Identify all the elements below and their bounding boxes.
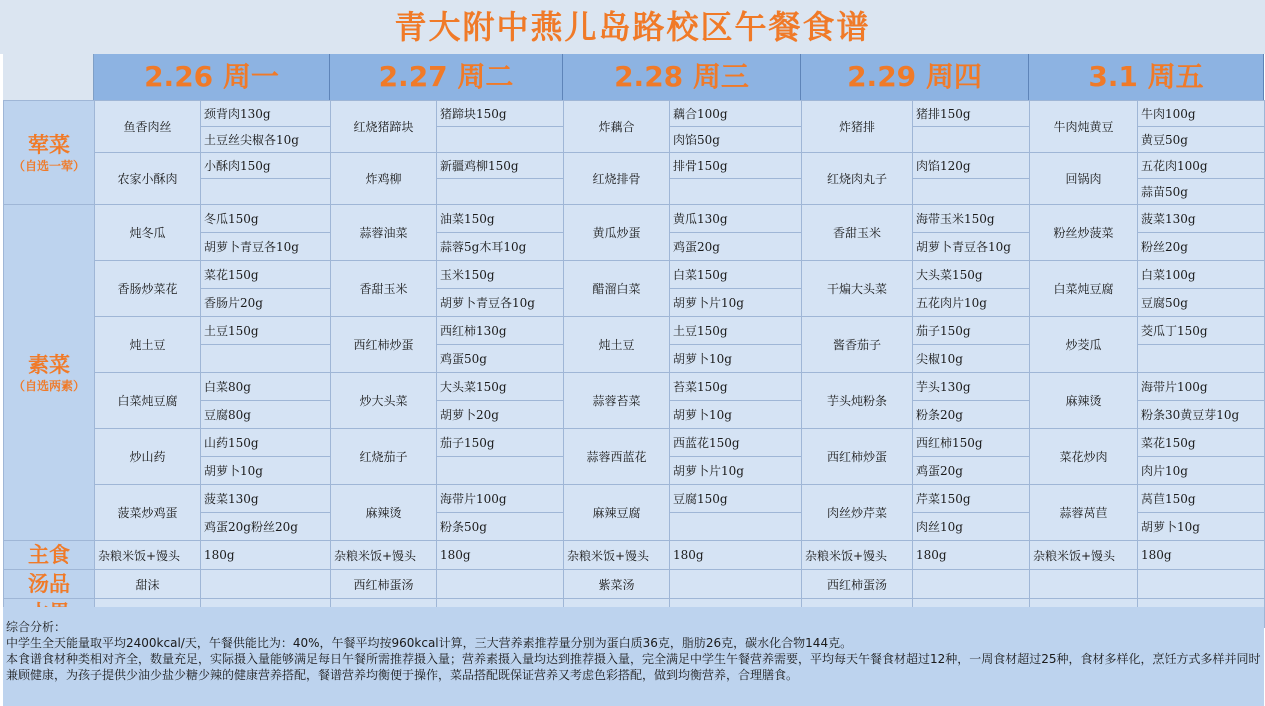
dish-name: 杂粮米饭+馒头 bbox=[564, 541, 670, 570]
table-row bbox=[4, 373, 1265, 401]
dish-name: 甜沫 bbox=[95, 570, 201, 599]
ingredient-line: 茄子150g bbox=[913, 317, 1030, 345]
table-row bbox=[4, 101, 1265, 127]
ingredient-line: 胡萝卜10g bbox=[670, 345, 802, 373]
ingredient-line: 胡萝卜10g bbox=[670, 401, 802, 429]
ingredient-line: 海带玉米150g bbox=[913, 205, 1030, 233]
ingredient-line: 蒜蓉5g木耳10g bbox=[437, 233, 564, 261]
summary-heading: 综合分析： bbox=[6, 620, 67, 634]
dish-name: 蒜蓉莴苣 bbox=[1030, 485, 1138, 541]
ingredient-line bbox=[201, 179, 331, 205]
ingredient-line bbox=[201, 345, 331, 373]
table-row bbox=[4, 485, 1265, 513]
ingredient-line: 大头菜150g bbox=[437, 373, 564, 401]
dish-name: 红烧猪蹄块 bbox=[331, 101, 437, 153]
dish-name: 红烧肉丸子 bbox=[802, 153, 913, 205]
ingredient-line: 藕合100g bbox=[670, 101, 802, 127]
ingredient-line: 颈背肉130g bbox=[201, 101, 331, 127]
category-note: （自选一荤） bbox=[12, 158, 85, 173]
page-title: 青大附中燕儿岛路校区午餐食谱 bbox=[0, 0, 1265, 54]
ingredient-line: 玉米150g bbox=[437, 261, 564, 289]
ingredient-line: 大头菜150g bbox=[913, 261, 1030, 289]
ingredient-line: 西蓝花150g bbox=[670, 429, 802, 457]
dish-name: 杂粮米饭+馒头 bbox=[1030, 541, 1138, 570]
dish-name: 西红柿蛋汤 bbox=[802, 570, 913, 599]
category-name: 汤品 bbox=[28, 571, 70, 596]
dish-name: 红烧茄子 bbox=[331, 429, 437, 485]
ingredient-line: 菠菜130g bbox=[1138, 205, 1265, 233]
day-header-mon: 2.26 周一 bbox=[94, 54, 330, 100]
ingredient-line: 180g bbox=[437, 541, 564, 570]
ingredient-line: 苔菜150g bbox=[670, 373, 802, 401]
dish-name: 炸鸡柳 bbox=[331, 153, 437, 205]
ingredient-line bbox=[670, 570, 802, 599]
dish-name: 蒜蓉油菜 bbox=[331, 205, 437, 261]
ingredient-line: 胡萝卜片10g bbox=[670, 289, 802, 317]
ingredient-line: 粉条50g bbox=[437, 513, 564, 541]
category-meat bbox=[4, 101, 95, 205]
dish-name: 炸藕合 bbox=[564, 101, 670, 153]
category-veg bbox=[4, 205, 95, 541]
dish-name: 炖冬瓜 bbox=[95, 205, 201, 261]
table-row bbox=[4, 541, 1265, 570]
dish-name: 紫菜汤 bbox=[564, 570, 670, 599]
ingredient-line: 冬瓜150g bbox=[201, 205, 331, 233]
ingredient-line: 牛肉100g bbox=[1138, 101, 1265, 127]
ingredient-line bbox=[670, 513, 802, 541]
dish-name: 炒大头菜 bbox=[331, 373, 437, 429]
ingredient-line: 芹菜150g bbox=[913, 485, 1030, 513]
dish-name: 白菜炖豆腐 bbox=[1030, 261, 1138, 317]
dish-name: 鱼香肉丝 bbox=[95, 101, 201, 153]
dish-name: 杂粮米饭+馒头 bbox=[802, 541, 913, 570]
dish-name: 粉丝炒菠菜 bbox=[1030, 205, 1138, 261]
ingredient-line: 排骨150g bbox=[670, 153, 802, 179]
ingredient-line: 鸡蛋50g bbox=[437, 345, 564, 373]
ingredient-line bbox=[437, 457, 564, 485]
ingredient-line: 胡萝卜片10g bbox=[670, 457, 802, 485]
table-row bbox=[4, 429, 1265, 457]
category-note: （自选两素） bbox=[12, 378, 85, 393]
ingredient-line: 黄豆50g bbox=[1138, 127, 1265, 153]
ingredient-line bbox=[437, 179, 564, 205]
header-corner bbox=[3, 54, 94, 100]
ingredient-line: 西红柿150g bbox=[913, 429, 1030, 457]
ingredient-line: 猪排150g bbox=[913, 101, 1030, 127]
ingredient-line: 海带片100g bbox=[1138, 373, 1265, 401]
ingredient-line: 小酥肉150g bbox=[201, 153, 331, 179]
dish-name: 炖土豆 bbox=[564, 317, 670, 373]
ingredient-line bbox=[437, 127, 564, 153]
dish-name: 炖土豆 bbox=[95, 317, 201, 373]
day-header-fri: 3.1 周五 bbox=[1029, 54, 1264, 100]
ingredient-line: 菜花150g bbox=[1138, 429, 1265, 457]
ingredient-line: 粉条30黄豆芽10g bbox=[1138, 401, 1265, 429]
dish-name: 菠菜炒鸡蛋 bbox=[95, 485, 201, 541]
dish-name: 杂粮米饭+馒头 bbox=[95, 541, 201, 570]
day-header-wed: 2.28 周三 bbox=[563, 54, 801, 100]
dish-name: 干煸大头菜 bbox=[802, 261, 913, 317]
ingredient-line: 胡萝卜青豆各10g bbox=[201, 233, 331, 261]
table-row bbox=[4, 317, 1265, 345]
ingredient-line: 土豆150g bbox=[201, 317, 331, 345]
ingredient-line: 西红柿130g bbox=[437, 317, 564, 345]
ingredient-line: 莴苣150g bbox=[1138, 485, 1265, 513]
dish-name: 西红柿炒蛋 bbox=[802, 429, 913, 485]
ingredient-line bbox=[1138, 570, 1265, 599]
dish-name: 蒜蓉西蓝花 bbox=[564, 429, 670, 485]
ingredient-line: 180g bbox=[1138, 541, 1265, 570]
ingredient-line: 鸡蛋20g bbox=[913, 457, 1030, 485]
dish-name: 蒜蓉苔菜 bbox=[564, 373, 670, 429]
ingredient-line: 白菜100g bbox=[1138, 261, 1265, 289]
category-staple bbox=[4, 541, 95, 570]
ingredient-line: 香肠片20g bbox=[201, 289, 331, 317]
ingredient-line: 蒜苗50g bbox=[1138, 179, 1265, 205]
ingredient-line: 土豆150g bbox=[670, 317, 802, 345]
ingredient-line: 山药150g bbox=[201, 429, 331, 457]
ingredient-line: 粉丝20g bbox=[1138, 233, 1265, 261]
ingredient-line bbox=[913, 179, 1030, 205]
category-name: 素菜 bbox=[28, 351, 70, 377]
dish-name: 回锅肉 bbox=[1030, 153, 1138, 205]
ingredient-line: 豆腐50g bbox=[1138, 289, 1265, 317]
ingredient-line: 胡萝卜青豆各10g bbox=[913, 233, 1030, 261]
ingredient-line: 五花肉片10g bbox=[913, 289, 1030, 317]
ingredient-line: 胡萝卜10g bbox=[1138, 513, 1265, 541]
table-row bbox=[4, 153, 1265, 179]
ingredient-line: 肉片10g bbox=[1138, 457, 1265, 485]
dish-name: 肉丝炒芹菜 bbox=[802, 485, 913, 541]
ingredient-line bbox=[437, 570, 564, 599]
ingredient-line bbox=[670, 179, 802, 205]
ingredient-line: 鸡蛋20g粉丝20g bbox=[201, 513, 331, 541]
ingredient-line: 尖椒10g bbox=[913, 345, 1030, 373]
category-soup bbox=[4, 570, 95, 599]
dish-name: 红烧排骨 bbox=[564, 153, 670, 205]
ingredient-line: 油菜150g bbox=[437, 205, 564, 233]
ingredient-line: 粉条20g bbox=[913, 401, 1030, 429]
table-row bbox=[4, 570, 1265, 599]
ingredient-line: 豆腐80g bbox=[201, 401, 331, 429]
nutrition-summary bbox=[3, 607, 1264, 706]
ingredient-line: 180g bbox=[913, 541, 1030, 570]
category-name: 主食 bbox=[28, 542, 70, 567]
dish-name bbox=[1030, 570, 1138, 599]
ingredient-line: 五花肉100g bbox=[1138, 153, 1265, 179]
dish-name: 麻辣烫 bbox=[1030, 373, 1138, 429]
dish-name: 芋头炖粉条 bbox=[802, 373, 913, 429]
dish-name: 麻辣豆腐 bbox=[564, 485, 670, 541]
ingredient-line: 肉丝10g bbox=[913, 513, 1030, 541]
ingredient-line: 肉馅50g bbox=[670, 127, 802, 153]
ingredient-line: 白菜150g bbox=[670, 261, 802, 289]
ingredient-line: 鸡蛋20g bbox=[670, 233, 802, 261]
ingredient-line: 肉馅120g bbox=[913, 153, 1030, 179]
category-name: 荤菜 bbox=[28, 131, 70, 157]
ingredient-line: 新疆鸡柳150g bbox=[437, 153, 564, 179]
table-row bbox=[4, 205, 1265, 233]
day-header-thu: 2.29 周四 bbox=[801, 54, 1029, 100]
ingredient-line bbox=[913, 127, 1030, 153]
ingredient-line: 土豆丝尖椒各10g bbox=[201, 127, 331, 153]
dish-name: 西红柿炒蛋 bbox=[331, 317, 437, 373]
summary-line-2: 本食谱食材种类相对齐全，数量充足，实际摄入量能够满足每日午餐所需推荐摄入量；营养素摄入量均达到推荐摄入量，完全满足中学生午餐营养需要，平均每天午餐食材超过12种，一周食材超过25种，食材多样化，烹饪方式多样并同时兼顾健康，为孩子提供少油少盐少糖少辣的健康营养搭配，餐谱营养均衡便于操作，菜品搭配既保证营养又考虑色彩搭配，做到均衡营养，合理膳食。 bbox=[6, 652, 1261, 682]
ingredient-line: 白菜80g bbox=[201, 373, 331, 401]
ingredient-line bbox=[913, 570, 1030, 599]
ingredient-line: 菠菜130g bbox=[201, 485, 331, 513]
ingredient-line: 茭瓜丁150g bbox=[1138, 317, 1265, 345]
day-header-tue: 2.27 周二 bbox=[330, 54, 563, 100]
summary-line-1: 中学生全天能量取平均2400kcal/天，午餐供能比为：40%，午餐平均按960kcal计算，三大营养素推荐量分别为蛋白质36克，脂肪26克，碳水化合物144克。 bbox=[6, 636, 853, 650]
dish-name: 酱香茄子 bbox=[802, 317, 913, 373]
ingredient-line: 180g bbox=[201, 541, 331, 570]
ingredient-line: 猪蹄块150g bbox=[437, 101, 564, 127]
ingredient-line: 胡萝卜青豆各10g bbox=[437, 289, 564, 317]
ingredient-line: 芋头130g bbox=[913, 373, 1030, 401]
dish-name: 黄瓜炒蛋 bbox=[564, 205, 670, 261]
dish-name: 牛肉炖黄豆 bbox=[1030, 101, 1138, 153]
ingredient-line bbox=[201, 570, 331, 599]
ingredient-line: 胡萝卜10g bbox=[201, 457, 331, 485]
dish-name: 炸猪排 bbox=[802, 101, 913, 153]
dish-name: 香甜玉米 bbox=[331, 261, 437, 317]
dish-name: 农家小酥肉 bbox=[95, 153, 201, 205]
ingredient-line: 海带片100g bbox=[437, 485, 564, 513]
ingredient-line: 黄瓜130g bbox=[670, 205, 802, 233]
dish-name: 麻辣烫 bbox=[331, 485, 437, 541]
dish-name: 炒山药 bbox=[95, 429, 201, 485]
ingredient-line: 胡萝卜20g bbox=[437, 401, 564, 429]
dish-name: 香肠炒菜花 bbox=[95, 261, 201, 317]
table-row bbox=[4, 261, 1265, 289]
ingredient-line: 豆腐150g bbox=[670, 485, 802, 513]
dish-name: 白菜炖豆腐 bbox=[95, 373, 201, 429]
dish-name: 西红柿蛋汤 bbox=[331, 570, 437, 599]
dish-name: 杂粮米饭+馒头 bbox=[331, 541, 437, 570]
dish-name: 醋溜白菜 bbox=[564, 261, 670, 317]
ingredient-line: 茄子150g bbox=[437, 429, 564, 457]
ingredient-line bbox=[1138, 345, 1265, 373]
dish-name: 炒茭瓜 bbox=[1030, 317, 1138, 373]
ingredient-line: 菜花150g bbox=[201, 261, 331, 289]
dish-name: 香甜玉米 bbox=[802, 205, 913, 261]
dish-name: 菜花炒肉 bbox=[1030, 429, 1138, 485]
menu-table bbox=[3, 100, 1265, 628]
ingredient-line: 180g bbox=[670, 541, 802, 570]
